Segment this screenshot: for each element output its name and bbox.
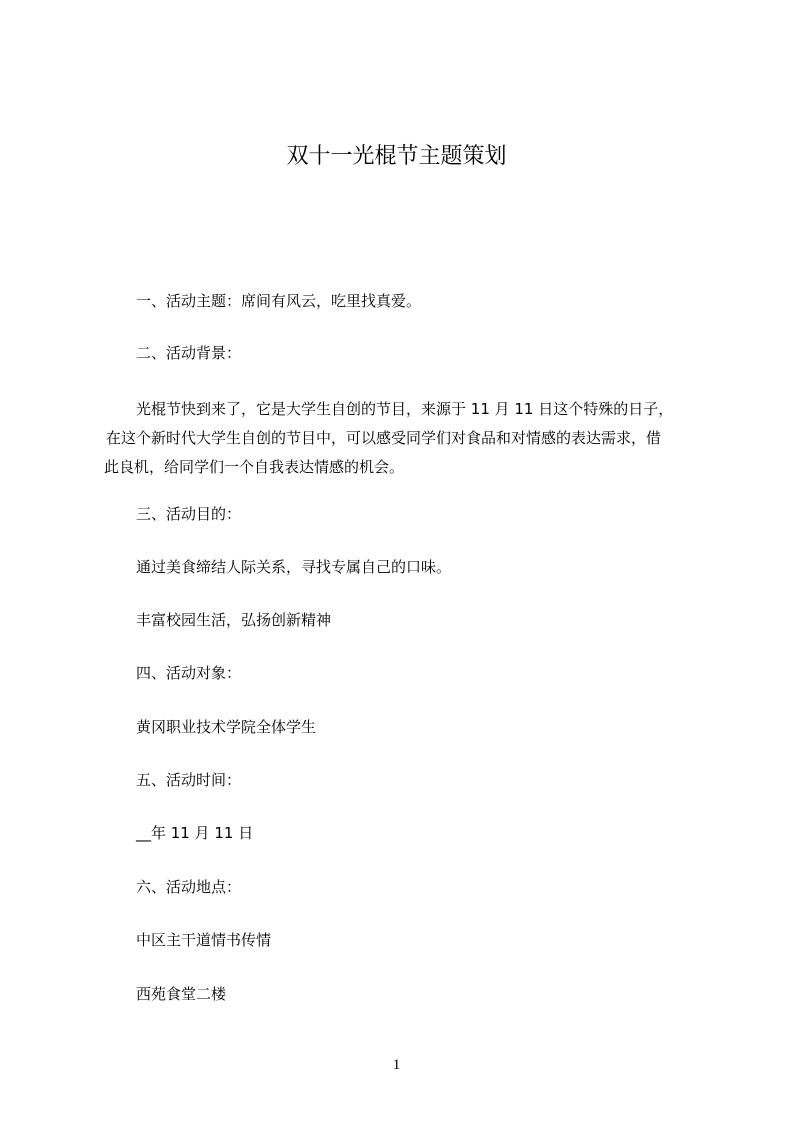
background-paragraph: [104, 395, 684, 482]
section-theme: 一、活动主题：席间有风云，吃里找真爱。: [136, 292, 422, 310]
purpose-item-2: 丰富校园生活，弘扬创新精神: [136, 611, 332, 629]
section-purpose-heading: 三、活动目的：: [136, 505, 242, 523]
page-number: 1: [392, 1057, 401, 1073]
section-target-heading: 四、活动对象：: [136, 664, 242, 682]
section-location-heading: 六、活动地点：: [136, 878, 242, 896]
time-value: __年 11 月 11 日: [136, 824, 254, 842]
background-line-1: 光棍节快到来了，它是大学生自创的节目，来源于 11 月 11 日这个特殊的日子，: [136, 400, 674, 418]
background-line-2: 在这个新时代大学生自创的节目中，可以感受同学们对食品和对情感的表达需求，借: [106, 429, 662, 447]
location-item-1: 中区主干道情书传情: [136, 931, 272, 949]
background-line-3: 此良机，给同学们一个自我表达情感的机会。: [104, 458, 405, 476]
purpose-item-1: 通过美食缔结人际关系，寻找专属自己的口味。: [136, 558, 452, 576]
section-time-heading: 五、活动时间：: [136, 771, 242, 789]
document-title: 双十一光棍节主题策划: [286, 144, 507, 169]
target-value: 黄冈职业技术学院全体学生: [136, 718, 317, 736]
section-background-heading: 二、活动背景：: [136, 344, 242, 362]
location-item-2: 西苑食堂二楼: [136, 985, 227, 1003]
